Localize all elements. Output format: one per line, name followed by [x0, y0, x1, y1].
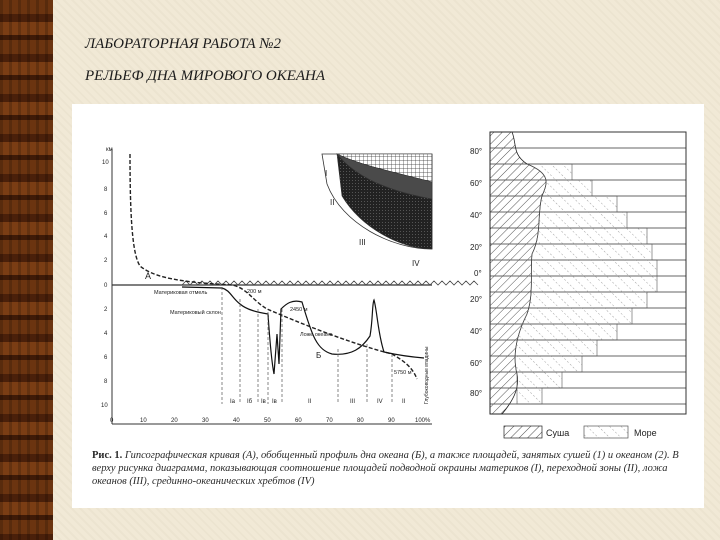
decorative-wood-strip: [0, 0, 53, 540]
y-ticks: [101, 147, 113, 409]
slide-title: ЛАБОРАТОРНАЯ РАБОТА №2: [85, 36, 282, 52]
y-tick-label: 2: [104, 307, 108, 313]
caption-text: Гипсографическая кривая (А), обобщенный профиль дна океана (Б), а также площадей, занятых сушей (1) и океаном (2). В верху рисунка диаграмма, показывающая соотношение площадей подводной окраины материков (I), переходной зоны (II), ложа океанов (III), срединно-океанических хребтов (IV): [92, 450, 679, 487]
y-tick-label: 6: [104, 211, 108, 217]
curve-b: [182, 287, 424, 374]
legend-sea-swatch: [584, 426, 628, 438]
zone-label: Iв: [272, 399, 277, 405]
slide-subtitle: РЕЛЬЕФ ДНА МИРОВОГО ОКЕАНА: [85, 68, 326, 84]
legend-land-swatch: [504, 426, 542, 438]
annotation-trench: Глубоководные впадины: [424, 346, 430, 404]
y-tick-label: 6: [104, 355, 108, 361]
land-sea-latitude-chart: [470, 132, 686, 438]
chart-legend: [504, 426, 657, 438]
caption-prefix: Рис. 1.: [92, 450, 123, 461]
x-tick-label: 30: [202, 418, 209, 424]
y-tick-label: 10: [101, 403, 108, 409]
latitude-label: 80°: [470, 389, 483, 398]
legend-sea-label: Море: [634, 428, 657, 438]
figure-graphics: [72, 104, 704, 508]
hypsographic-chart: [101, 147, 478, 424]
zone-label: IV: [377, 399, 383, 405]
zone-label: II: [308, 399, 312, 405]
latitude-labels: [470, 147, 482, 398]
x-tick-label: 40: [233, 418, 240, 424]
legend-land-label: Суша: [546, 428, 570, 438]
latitude-label: 80°: [470, 147, 483, 156]
y-tick-label: 4: [104, 331, 108, 337]
zone-label: II: [402, 399, 406, 405]
annotation-depth-200: 200 м: [247, 289, 262, 295]
pie-label: IV: [412, 259, 420, 268]
latitude-label: 60°: [470, 179, 483, 188]
annotation-shelf: Материковая отмель: [154, 290, 208, 296]
latitude-label: 40°: [470, 211, 483, 220]
zone-label: Ia: [230, 399, 236, 405]
zone-label: Iв: [261, 399, 266, 405]
x-tick-label: 70: [326, 418, 333, 424]
x-tick-label: 90: [388, 418, 395, 424]
zone-labels: [230, 399, 406, 405]
latitude-label: 20°: [470, 243, 483, 252]
pie-label: II: [330, 198, 335, 207]
x-tick-label: 80: [357, 418, 364, 424]
annotation-ocean-floor: Ложе океана: [300, 332, 333, 338]
x-tick-label: 50: [264, 418, 271, 424]
pie-label: III: [359, 238, 366, 247]
x-tick-label: 100%: [415, 418, 431, 424]
latitude-label: 0°: [474, 269, 482, 278]
y-tick-label: 4: [104, 234, 108, 240]
x-tick-label: 0: [110, 418, 114, 424]
zone-label: Iб: [247, 399, 253, 405]
y-tick-label: 8: [104, 379, 108, 385]
x-tick-label: 20: [171, 418, 178, 424]
zone-dividers: [222, 287, 392, 404]
latitude-label: 60°: [470, 359, 483, 368]
y-tick-label: 10: [102, 160, 109, 166]
figure-scan: [72, 104, 704, 508]
annotation-depth-5750: 5750 м: [394, 370, 412, 376]
curve-a-label: А: [145, 271, 152, 281]
y-axis-unit: км: [106, 147, 113, 153]
latitude-label: 20°: [470, 295, 483, 304]
annotation-slope: Материковый склон: [170, 310, 221, 316]
curve-b-label: Б: [316, 351, 322, 360]
y-tick-label: 2: [104, 258, 108, 264]
y-tick-label: 8: [104, 187, 108, 193]
x-ticks: [110, 418, 431, 424]
x-tick-label: 60: [295, 418, 302, 424]
figure-caption: [92, 449, 682, 488]
latitude-label: 40°: [470, 327, 483, 336]
x-tick-label: 10: [140, 418, 147, 424]
annotation-depth-2450: 2450 м: [290, 307, 308, 313]
pie-label: I: [325, 169, 328, 178]
y-tick-label: 0: [104, 283, 108, 289]
zone-label: III: [350, 399, 356, 405]
area-pie-diagram: [322, 154, 432, 268]
